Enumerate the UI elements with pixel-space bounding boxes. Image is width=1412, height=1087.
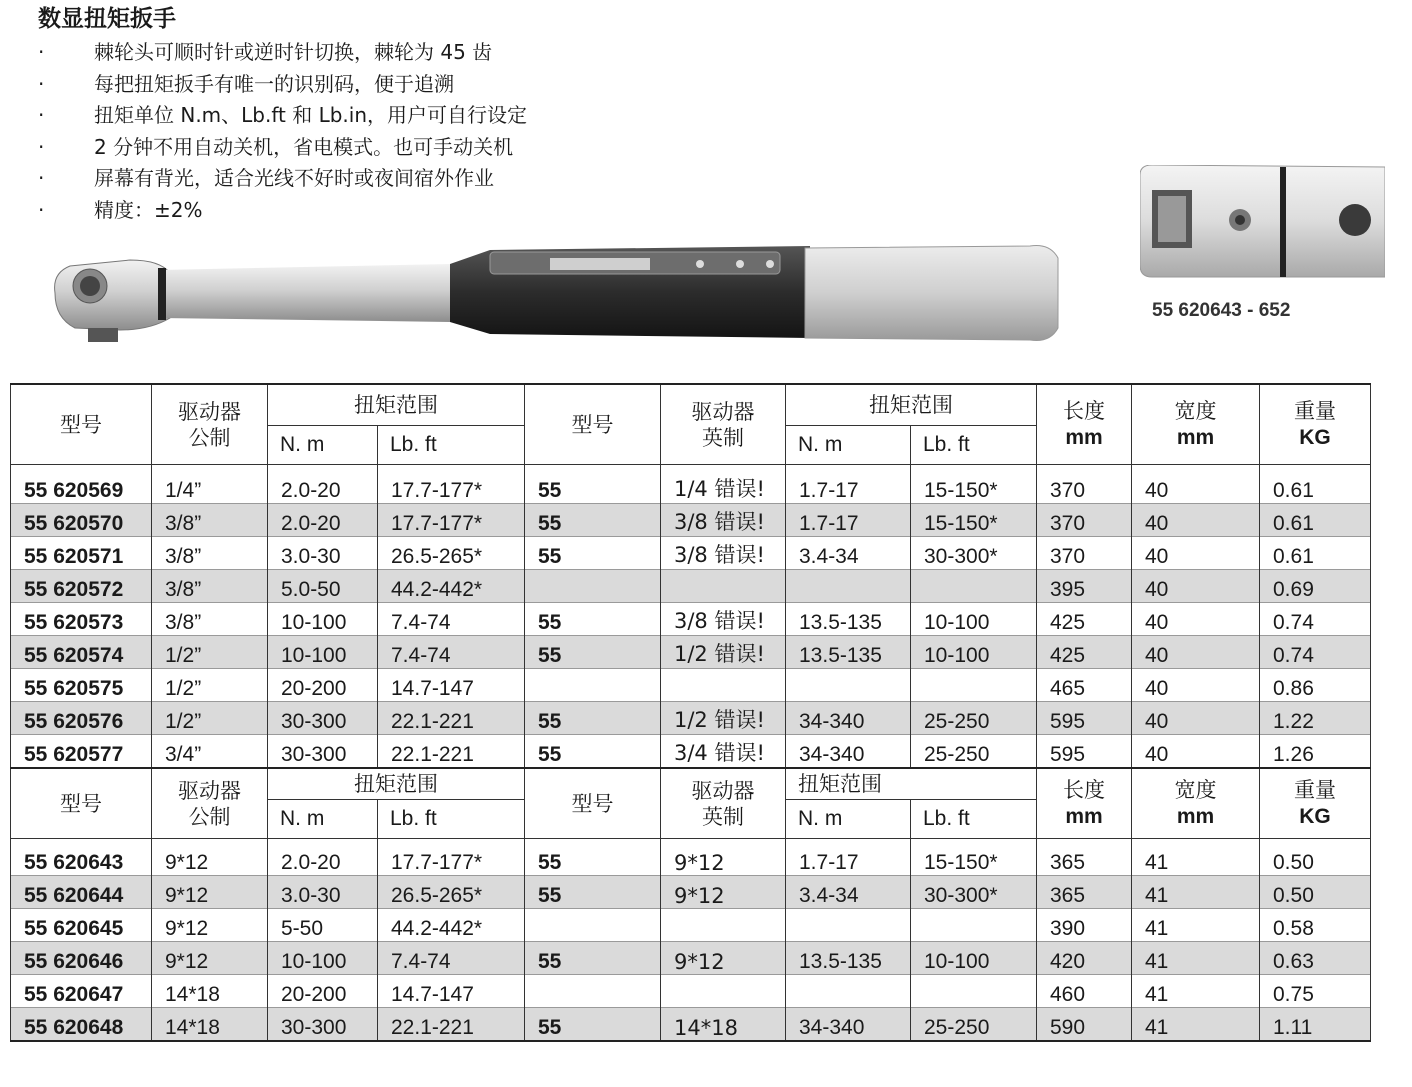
lbft-cell	[911, 975, 1037, 1008]
lbft-cell: 44.2-442*	[378, 570, 525, 603]
lbft-cell: 7.4-74	[378, 942, 525, 975]
weight-cell: 1.26	[1260, 735, 1371, 769]
header-nm: N. m	[786, 426, 911, 465]
header-drive-imperial: 驱动器 英制	[661, 768, 786, 839]
model-cell: 55 620574	[11, 636, 152, 669]
table-row	[11, 702, 1371, 735]
nm-cell: 13.5-135	[786, 636, 911, 669]
lbft-cell: 17.7-177*	[378, 504, 525, 537]
drive-metric-cell: 9*12	[152, 942, 268, 975]
table-row	[11, 570, 1371, 603]
nm-cell: 13.5-135	[786, 942, 911, 975]
width-cell: 40	[1132, 702, 1260, 735]
weight-cell: 0.61	[1260, 465, 1371, 504]
lbft-cell: 30-300*	[911, 876, 1037, 909]
width-cell: 41	[1132, 839, 1260, 876]
nm-cell: 5.0-50	[268, 570, 378, 603]
model-prefix-cell: 55	[525, 735, 661, 769]
header-torque-range: 扭矩范围	[268, 768, 525, 800]
header-drive-imperial: 驱动器 英制	[661, 384, 786, 465]
length-cell: 395	[1037, 570, 1132, 603]
lbft-cell: 7.4-74	[378, 636, 525, 669]
drive-imperial-cell: 3/4 错误!	[661, 735, 786, 769]
lbft-cell: 25-250	[911, 702, 1037, 735]
head-caption: 55 620643 - 652	[1152, 300, 1291, 321]
drive-imperial-cell: 14*18	[661, 1008, 786, 1042]
model-cell: 55 620570	[11, 504, 152, 537]
table-row	[11, 942, 1371, 975]
width-cell: 40	[1132, 504, 1260, 537]
table-row	[11, 537, 1371, 570]
drive-metric-cell: 1/2”	[152, 669, 268, 702]
model-prefix-cell: 55	[525, 942, 661, 975]
width-cell: 41	[1132, 942, 1260, 975]
table-row	[11, 839, 1371, 876]
model-prefix-cell: 55	[525, 876, 661, 909]
width-cell: 40	[1132, 570, 1260, 603]
nm-cell	[786, 909, 911, 942]
feature-item: · 屏幕有背光，适合光线不好时或夜间宿外作业	[38, 163, 527, 195]
weight-cell: 1.11	[1260, 1008, 1371, 1042]
torque-wrench-image	[50, 238, 1080, 348]
weight-cell: 0.74	[1260, 636, 1371, 669]
weight-cell: 0.61	[1260, 537, 1371, 570]
drive-imperial-cell: 1/2 错误!	[661, 702, 786, 735]
lbft-cell: 22.1-221	[378, 735, 525, 769]
length-cell: 420	[1037, 942, 1132, 975]
weight-cell: 0.69	[1260, 570, 1371, 603]
table-body-ratchet	[11, 465, 1371, 769]
header-nm: N. m	[786, 800, 911, 839]
header-width: 宽度 mm	[1132, 384, 1260, 465]
length-cell: 365	[1037, 876, 1132, 909]
model-cell: 55 620577	[11, 735, 152, 769]
bullet-icon: ·	[38, 71, 45, 96]
length-cell: 370	[1037, 537, 1132, 570]
bullet-icon: ·	[38, 40, 45, 64]
feature-item: · 棘轮头可顺时针或逆时针切换，棘轮为 45 齿	[38, 37, 527, 69]
nm-cell: 20-200	[268, 669, 378, 702]
model-prefix-cell: 55	[525, 1008, 661, 1042]
table-row	[11, 735, 1371, 769]
header-lbft: Lb. ft	[911, 800, 1037, 839]
drive-metric-cell: 1/2”	[152, 636, 268, 669]
model-cell: 55 620644	[11, 876, 152, 909]
table-subheader	[11, 768, 1371, 839]
nm-cell	[786, 570, 911, 603]
model-cell: 55 620643	[11, 839, 152, 876]
nm-cell: 2.0-20	[268, 504, 378, 537]
model-prefix-cell: 55	[525, 465, 661, 504]
model-cell: 55 620576	[11, 702, 152, 735]
length-cell: 425	[1037, 636, 1132, 669]
lbft-cell: 25-250	[911, 735, 1037, 769]
model-cell: 55 620571	[11, 537, 152, 570]
weight-cell: 0.50	[1260, 876, 1371, 909]
nm-cell: 34-340	[786, 1008, 911, 1042]
feature-list	[38, 37, 527, 226]
header-length: 长度 mm	[1037, 384, 1132, 465]
nm-cell	[786, 975, 911, 1008]
head-detail-image	[1140, 165, 1385, 280]
length-cell: 465	[1037, 669, 1132, 702]
feature-item: · 扭矩单位 N.m、Lb.ft 和 Lb.in，用户可自行设定	[38, 100, 527, 132]
header-lbft: Lb. ft	[378, 800, 525, 839]
header-drive-metric: 驱动器 公制	[152, 768, 268, 839]
lbft-cell: 7.4-74	[378, 603, 525, 636]
nm-cell: 34-340	[786, 735, 911, 769]
lbft-cell: 26.5-265*	[378, 876, 525, 909]
model-prefix-cell: 55	[525, 636, 661, 669]
lbft-cell: 22.1-221	[378, 702, 525, 735]
model-cell: 55 620648	[11, 1008, 152, 1042]
weight-cell: 1.22	[1260, 702, 1371, 735]
header-model: 型号	[525, 384, 661, 465]
drive-metric-cell: 9*12	[152, 876, 268, 909]
drive-metric-cell: 3/8”	[152, 570, 268, 603]
drive-metric-cell: 9*12	[152, 909, 268, 942]
nm-cell: 10-100	[268, 636, 378, 669]
drive-imperial-cell	[661, 909, 786, 942]
table-row	[11, 669, 1371, 702]
weight-cell: 0.86	[1260, 669, 1371, 702]
lbft-cell: 17.7-177*	[378, 839, 525, 876]
drive-metric-cell: 14*18	[152, 975, 268, 1008]
length-cell: 460	[1037, 975, 1132, 1008]
length-cell: 370	[1037, 465, 1132, 504]
lbft-cell: 15-150*	[911, 465, 1037, 504]
model-prefix-cell: 55	[525, 839, 661, 876]
lbft-cell: 14.7-147	[378, 975, 525, 1008]
nm-cell: 13.5-135	[786, 603, 911, 636]
header-length: 长度 mm	[1037, 768, 1132, 839]
drive-metric-cell: 3/8”	[152, 603, 268, 636]
drive-imperial-cell	[661, 570, 786, 603]
header-weight: 重量 KG	[1260, 384, 1371, 465]
table-body-interchangeable	[11, 839, 1371, 1042]
drive-imperial-cell: 3/8 错误!	[661, 504, 786, 537]
model-prefix-cell	[525, 909, 661, 942]
lbft-cell: 26.5-265*	[378, 537, 525, 570]
lbft-cell: 10-100	[911, 942, 1037, 975]
drive-metric-cell: 9*12	[152, 839, 268, 876]
lbft-cell: 15-150*	[911, 504, 1037, 537]
width-cell: 40	[1132, 465, 1260, 504]
drive-imperial-cell: 9*12	[661, 839, 786, 876]
bullet-icon: ·	[38, 103, 45, 127]
feature-item: · 每把扭矩扳手有唯一的识别码，便于追溯	[38, 69, 527, 101]
table-row	[11, 876, 1371, 909]
drive-imperial-cell: 3/8 错误!	[661, 537, 786, 570]
drive-metric-cell: 1/2”	[152, 702, 268, 735]
drive-imperial-cell	[661, 669, 786, 702]
length-cell: 595	[1037, 735, 1132, 769]
lbft-cell: 22.1-221	[378, 1008, 525, 1042]
weight-cell: 0.58	[1260, 909, 1371, 942]
model-cell: 55 620575	[11, 669, 152, 702]
bullet-icon: ·	[38, 197, 45, 222]
nm-cell: 1.7-17	[786, 504, 911, 537]
lbft-cell: 25-250	[911, 1008, 1037, 1042]
table-row	[11, 975, 1371, 1008]
width-cell: 41	[1132, 1008, 1260, 1042]
nm-cell: 1.7-17	[786, 839, 911, 876]
drive-metric-cell: 14*18	[152, 1008, 268, 1042]
nm-cell: 2.0-20	[268, 465, 378, 504]
model-prefix-cell: 55	[525, 603, 661, 636]
feature-item: · 精度：±2%	[38, 195, 527, 227]
drive-metric-cell: 3/4”	[152, 735, 268, 769]
model-cell: 55 620569	[11, 465, 152, 504]
table-row	[11, 603, 1371, 636]
lbft-cell	[911, 909, 1037, 942]
header-drive-metric: 驱动器 公制	[152, 384, 268, 465]
nm-cell: 5-50	[268, 909, 378, 942]
drive-metric-cell: 3/8”	[152, 504, 268, 537]
model-cell: 55 620573	[11, 603, 152, 636]
weight-cell: 0.74	[1260, 603, 1371, 636]
model-prefix-cell	[525, 975, 661, 1008]
nm-cell: 10-100	[268, 603, 378, 636]
width-cell: 41	[1132, 876, 1260, 909]
weight-cell: 0.63	[1260, 942, 1371, 975]
drive-imperial-cell	[661, 975, 786, 1008]
header-lbft: Lb. ft	[378, 426, 525, 465]
feature-item: · 2 分钟不用自动关机，省电模式。也可手动关机	[38, 132, 527, 164]
nm-cell: 3.4-34	[786, 537, 911, 570]
nm-cell: 3.4-34	[786, 876, 911, 909]
width-cell: 40	[1132, 537, 1260, 570]
model-cell: 55 620572	[11, 570, 152, 603]
nm-cell: 30-300	[268, 1008, 378, 1042]
header-torque-range: 扭矩范围	[268, 384, 525, 426]
length-cell: 590	[1037, 1008, 1132, 1042]
header-model: 型号	[525, 768, 661, 839]
model-prefix-cell: 55	[525, 702, 661, 735]
weight-cell: 0.50	[1260, 839, 1371, 876]
model-prefix-cell	[525, 570, 661, 603]
length-cell: 595	[1037, 702, 1132, 735]
header-nm: N. m	[268, 800, 378, 839]
width-cell: 40	[1132, 735, 1260, 769]
width-cell: 40	[1132, 636, 1260, 669]
spec-table	[10, 383, 1371, 1042]
model-prefix-cell: 55	[525, 537, 661, 570]
table-row	[11, 1008, 1371, 1042]
lbft-cell: 14.7-147	[378, 669, 525, 702]
nm-cell: 34-340	[786, 702, 911, 735]
width-cell: 41	[1132, 975, 1260, 1008]
header-weight: 重量 KG	[1260, 768, 1371, 839]
model-cell: 55 620647	[11, 975, 152, 1008]
model-cell: 55 620645	[11, 909, 152, 942]
header-model: 型号	[11, 768, 152, 839]
drive-imperial-cell: 1/2 错误!	[661, 636, 786, 669]
model-cell: 55 620646	[11, 942, 152, 975]
bullet-icon: ·	[38, 166, 45, 190]
table-row	[11, 636, 1371, 669]
bullet-icon: ·	[38, 134, 45, 159]
lbft-cell: 10-100	[911, 636, 1037, 669]
width-cell: 40	[1132, 603, 1260, 636]
lbft-cell: 44.2-442*	[378, 909, 525, 942]
drive-imperial-cell: 1/4 错误!	[661, 465, 786, 504]
page-title: 数显扭矩扳手	[38, 6, 176, 32]
nm-cell: 10-100	[268, 942, 378, 975]
weight-cell: 0.75	[1260, 975, 1371, 1008]
nm-cell: 2.0-20	[268, 839, 378, 876]
table-row	[11, 909, 1371, 942]
model-prefix-cell	[525, 669, 661, 702]
header-nm: N. m	[268, 426, 378, 465]
header-width: 宽度 mm	[1132, 768, 1260, 839]
drive-metric-cell: 1/4”	[152, 465, 268, 504]
weight-cell: 0.61	[1260, 504, 1371, 537]
nm-cell: 20-200	[268, 975, 378, 1008]
length-cell: 425	[1037, 603, 1132, 636]
lbft-cell	[911, 669, 1037, 702]
length-cell: 365	[1037, 839, 1132, 876]
length-cell: 390	[1037, 909, 1132, 942]
drive-imperial-cell: 9*12	[661, 942, 786, 975]
header-lbft: Lb. ft	[911, 426, 1037, 465]
drive-imperial-cell: 3/8 错误!	[661, 603, 786, 636]
nm-cell: 3.0-30	[268, 876, 378, 909]
length-cell: 370	[1037, 504, 1132, 537]
drive-imperial-cell: 9*12	[661, 876, 786, 909]
header-model: 型号	[11, 384, 152, 465]
nm-cell	[786, 669, 911, 702]
nm-cell: 30-300	[268, 735, 378, 769]
nm-cell: 3.0-30	[268, 537, 378, 570]
width-cell: 40	[1132, 669, 1260, 702]
lbft-cell: 10-100	[911, 603, 1037, 636]
header-torque-range: 扭矩范围	[786, 384, 1037, 426]
table-row	[11, 465, 1371, 504]
drive-metric-cell: 3/8”	[152, 537, 268, 570]
lbft-cell: 30-300*	[911, 537, 1037, 570]
lbft-cell: 15-150*	[911, 839, 1037, 876]
lbft-cell: 17.7-177*	[378, 465, 525, 504]
nm-cell: 1.7-17	[786, 465, 911, 504]
header-torque-range: 扭矩范围	[786, 768, 1037, 800]
model-prefix-cell: 55	[525, 504, 661, 537]
table-row	[11, 504, 1371, 537]
lbft-cell	[911, 570, 1037, 603]
width-cell: 41	[1132, 909, 1260, 942]
nm-cell: 30-300	[268, 702, 378, 735]
